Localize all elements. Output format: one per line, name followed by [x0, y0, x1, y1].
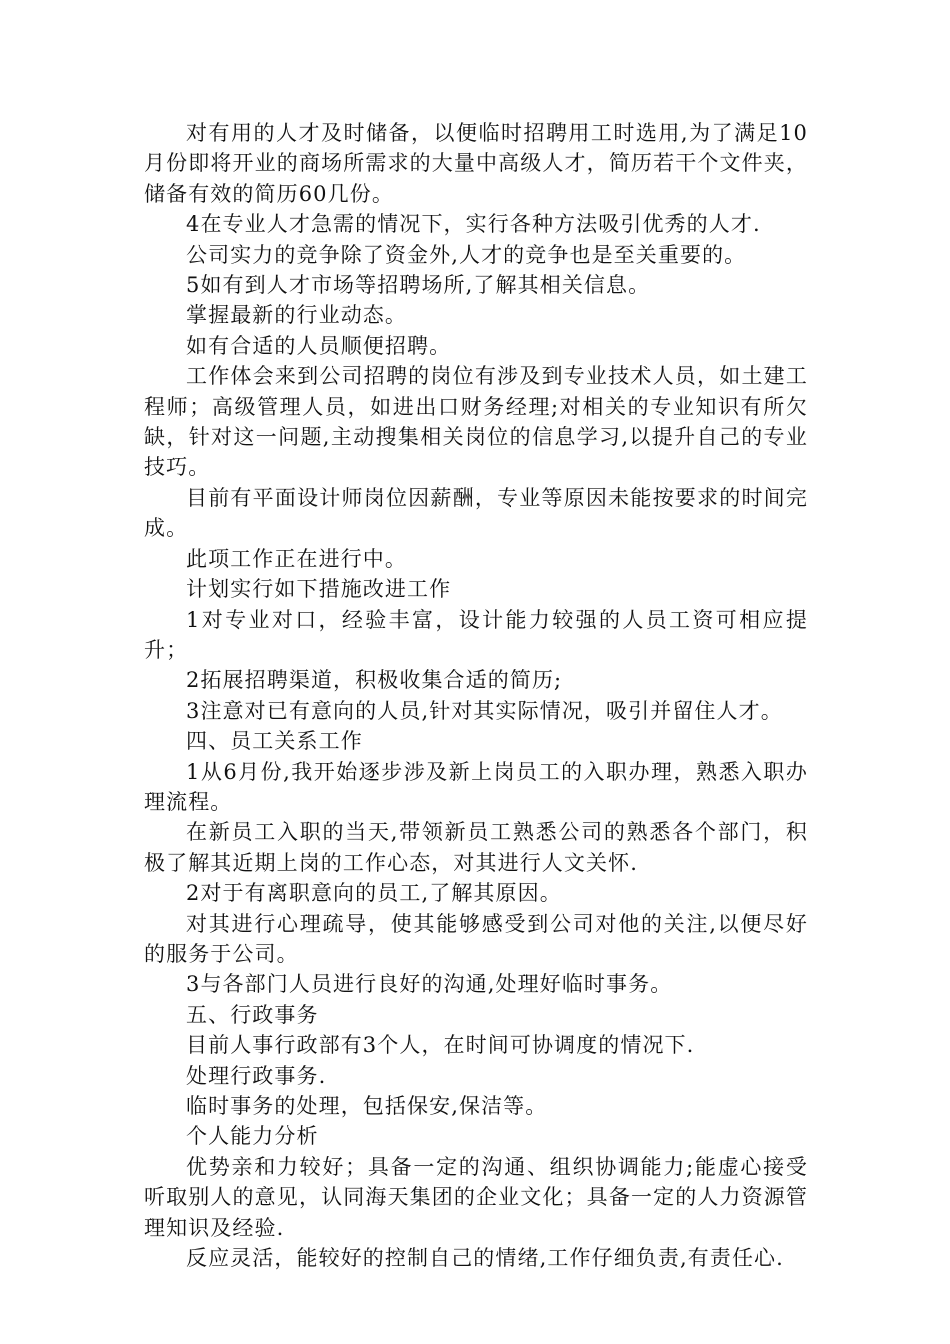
paragraph-in-progress: 此项工作正在进行中。	[186, 546, 407, 571]
paragraph-relations-item-3: 3与各部门人员进行良好的沟通,处理好临时事务。	[186, 972, 673, 997]
paragraph-work-experience: 工作体会来到公司招聘的岗位有涉及到专业技术人员，如土建工程师；高级管理人员，如进出口财务经理;对相关的专业知识有所欠缺，针对这一问题,主动搜集相关岗位的信息学习,以提升自己的专业技巧。	[144, 364, 808, 480]
paragraph-new-employee-onboarding: 在新员工入职的当天,带领新员工熟悉公司的熟悉各个部门，积极了解其近期上岗的工作心态，对其进行人文关怀.	[144, 820, 808, 875]
paragraph-designer-position: 目前有平面设计师岗位因薪酬，专业等原因未能按要求的时间完成。	[144, 485, 808, 541]
paragraph-recruit-suitable: 如有合适的人员顺便招聘。	[186, 333, 452, 358]
paragraph-relations-item-2: 2对于有离职意向的员工,了解其原因。	[186, 881, 562, 906]
paragraph-industry-trends: 掌握最新的行业动态。	[186, 303, 407, 328]
paragraph-flexibility: 反应灵活，能较好的控制自己的情绪,工作仔细负责,有责任心.	[186, 1246, 784, 1271]
paragraph-temporary-affairs: 临时事务的处理，包括保安,保洁等。	[186, 1094, 548, 1118]
paragraph-admin-staff: 目前人事行政部有3个人，在时间可协调度的情况下.	[186, 1033, 695, 1058]
section-heading-personal-ability: 个人能力分析	[186, 1124, 319, 1149]
document-body	[144, 118, 808, 1273]
paragraph-talent-reserve: 对有用的人才及时储备，以便临时招聘用工时选用,为了满足10月份即将开业的商场所需求的大量中高级人才，简历若干个文件夹，储备有效的简历60几份。	[144, 121, 808, 206]
paragraph-plan-item-2: 2拓展招聘渠道，积极收集合适的简历;	[186, 668, 563, 693]
paragraph-competition: 公司实力的竞争除了资金外,人才的竞争也是至关重要的。	[186, 242, 747, 267]
paragraph-plan-item-3: 3注意对已有意向的人员,针对其实际情况，吸引并留住人才。	[186, 698, 783, 723]
paragraph-item-4: 4在专业人才急需的情况下，实行各种方法吸引优秀的人才.	[186, 212, 761, 237]
paragraph-improvement-plan: 计划实行如下措施改进工作	[186, 577, 452, 602]
section-heading-employee-relations: 四、员工关系工作	[186, 729, 363, 754]
paragraph-strengths: 优势亲和力较好；具备一定的沟通、组织协调能力;能虚心接受听取别人的意见，认同海天集团的企业文化；具备一定的人力资源管理知识及经验.	[144, 1154, 808, 1240]
section-heading-administration: 五、行政事务	[186, 1002, 319, 1027]
paragraph-plan-item-1: 1对专业对口，经验丰富，设计能力较强的人员工资可相应提升；	[144, 607, 808, 662]
paragraph-relations-item-1: 1从6月份,我开始逐步涉及新上岗员工的入职办理，熟悉入职办理流程。	[144, 759, 808, 814]
paragraph-admin-affairs: 处理行政事务.	[186, 1063, 327, 1088]
paragraph-counseling: 对其进行心理疏导，使其能够感受到公司对他的关注,以便尽好的服务于公司。	[144, 911, 808, 966]
paragraph-item-5: 5如有到人才市场等招聘场所,了解其相关信息。	[186, 273, 651, 298]
